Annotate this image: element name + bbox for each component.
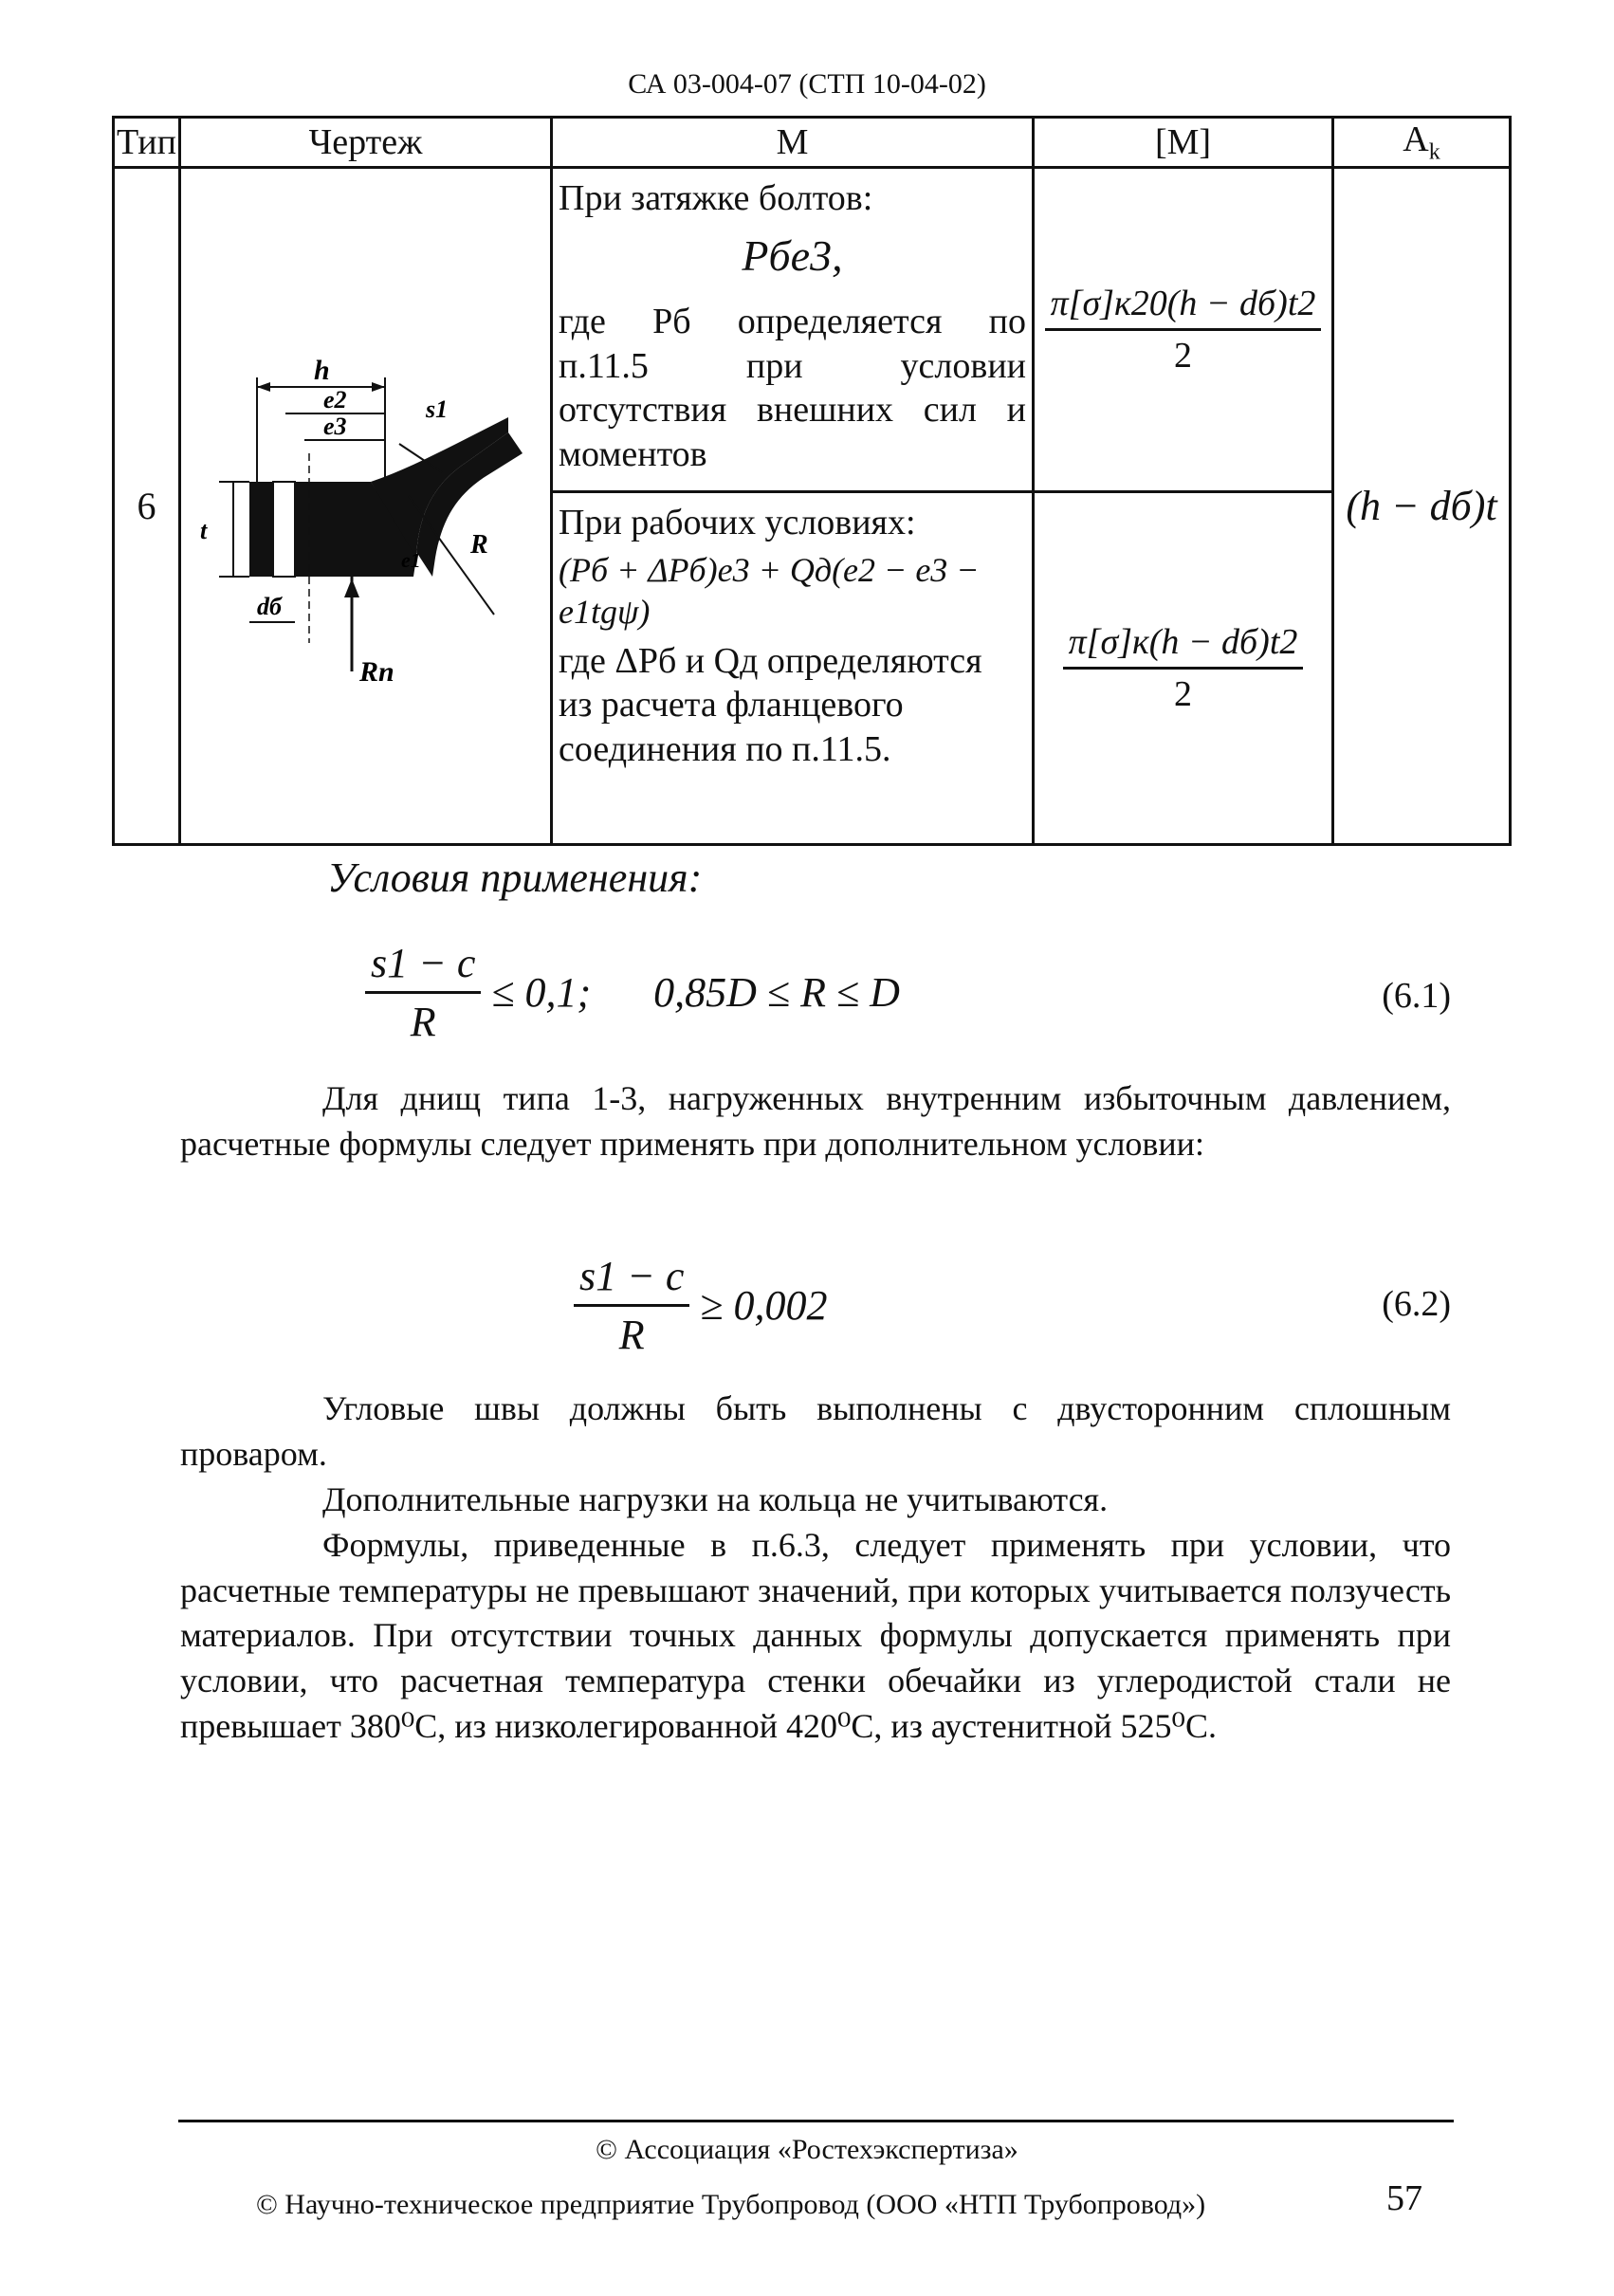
eq2-fraction: [574, 1252, 689, 1359]
allowable-m-bottom-numerator: π[σ]к(h − dб)t2: [1063, 621, 1304, 670]
header-m: М: [552, 118, 1034, 168]
footer-copyright-1: © Ассоциация «Ростехэкспертиза»: [596, 2134, 1018, 2165]
footer-copyright-2: © Научно-техническое предприятие Трубопровод (ООО «НТП Трубопровод»): [256, 2189, 1206, 2220]
allowable-m-bottom-denominator: 2: [1174, 673, 1192, 714]
m-bottom-formula: (Pб + ΔPб)e3 + Qд(e2 − e3 − e1tgψ): [559, 551, 980, 632]
m-bottom-line2: из расчета фланцевого: [559, 685, 904, 726]
allowable-m-bottom-cell: [1034, 491, 1333, 844]
header-ak: $A_k$: [1333, 118, 1511, 168]
eq2-denominator: R: [618, 1312, 645, 1358]
eq1-fraction: [365, 939, 481, 1046]
type-cell: 6: [114, 168, 180, 845]
m-bottom-line1: где ΔPб и Qд определяются: [559, 641, 982, 682]
label-Rn: Rп: [359, 656, 394, 688]
m-working-bolts-cell: [552, 168, 1034, 492]
allowable-m-top-cell: [1034, 168, 1333, 492]
formula-table: [112, 116, 1512, 846]
eq2-numerator: s1 − c: [574, 1252, 689, 1307]
label-e2: e2: [323, 386, 347, 413]
label-h: h: [314, 355, 330, 386]
allowable-m-top-fraction: [1045, 283, 1322, 377]
label-t: t: [200, 517, 208, 544]
m-bottom-line3: соединения по п.11.5.: [559, 728, 891, 769]
paragraph-1-block: [180, 1076, 1451, 1167]
equation-6-1: [365, 939, 900, 1046]
header-drawing: Чертеж: [180, 118, 552, 168]
allowable-m-top-numerator: π[σ]к20(h − dб)t2: [1045, 283, 1322, 331]
label-e1: e1: [401, 548, 421, 572]
allowable-m-bottom-fraction: [1063, 621, 1304, 715]
m-top-formula: Pбe3,: [742, 231, 843, 281]
paragraph-2: Угловые швы должны быть выполнены с двусторонним сплошным проваром.: [180, 1389, 1451, 1473]
header-type: Тип: [114, 118, 180, 168]
eq1-rest: ≤ 0,1; 0,85D ≤ R ≤ D: [491, 969, 900, 1016]
m-top-line2: п.11.5 при условии: [559, 345, 1026, 386]
table-row-top: [114, 168, 1511, 492]
paragraph-4: Формулы, приведенные в п.6.3, следует применять при условии, что расчетные температуры не превышают значений, при которых учитывается ползучесть материалов. При отсутствии точных данных формулы допускается применять при условии, что расчетная температура стенки обечайки из углеродистой стали не превышает 380⁰С, из низколегированной 420⁰С, из аустенитной 525⁰С.: [180, 1525, 1451, 1746]
label-s1: s1: [426, 395, 449, 423]
page-number: 57: [1386, 2178, 1422, 2218]
paragraphs-block: [180, 1387, 1451, 1750]
m-working-conditions-cell: [552, 491, 1034, 844]
label-e3: e3: [323, 413, 347, 440]
footer-divider: [178, 2120, 1454, 2122]
paragraph-3: Дополнительные нагрузки на кольца не учитываются.: [322, 1479, 1109, 1518]
eq1-denominator: R: [410, 999, 436, 1045]
m-bottom-title: При рабочих условиях:: [559, 502, 916, 542]
allowable-m-top-denominator: 2: [1174, 335, 1192, 376]
document-header: СА 03-004-07 (СТП 10-04-02): [628, 68, 986, 100]
paragraph-1: Для днищ типа 1-3, нагруженных внутренним избыточным давлением, расчетные формулы следует применять при дополнительном условии:: [180, 1079, 1451, 1163]
eq1-numerator: s1 − c: [365, 939, 481, 994]
m-top-title: При затяжке болтов:: [559, 178, 873, 218]
eq1-number: (6.1): [1382, 976, 1451, 1016]
ak-cell: (h − dб)t: [1333, 168, 1511, 845]
eq2-rest: ≥ 0,002: [700, 1282, 828, 1329]
m-top-line3: отсутствия внешних сил и: [559, 390, 1026, 431]
drawing-cell: [180, 168, 552, 845]
conditions-subtitle: Условия применения:: [327, 854, 703, 901]
label-R: R: [470, 530, 488, 560]
eq2-number: (6.2): [1382, 1284, 1451, 1324]
flange-drawing: [181, 169, 553, 838]
m-top-line4: моментов: [559, 433, 707, 474]
header-allowable-m: [M]: [1034, 118, 1333, 168]
table-header-row: [114, 118, 1511, 168]
label-db: dб: [257, 593, 282, 620]
m-top-line1: где Pб определяется по: [559, 302, 1026, 342]
equation-6-2: [574, 1252, 828, 1359]
